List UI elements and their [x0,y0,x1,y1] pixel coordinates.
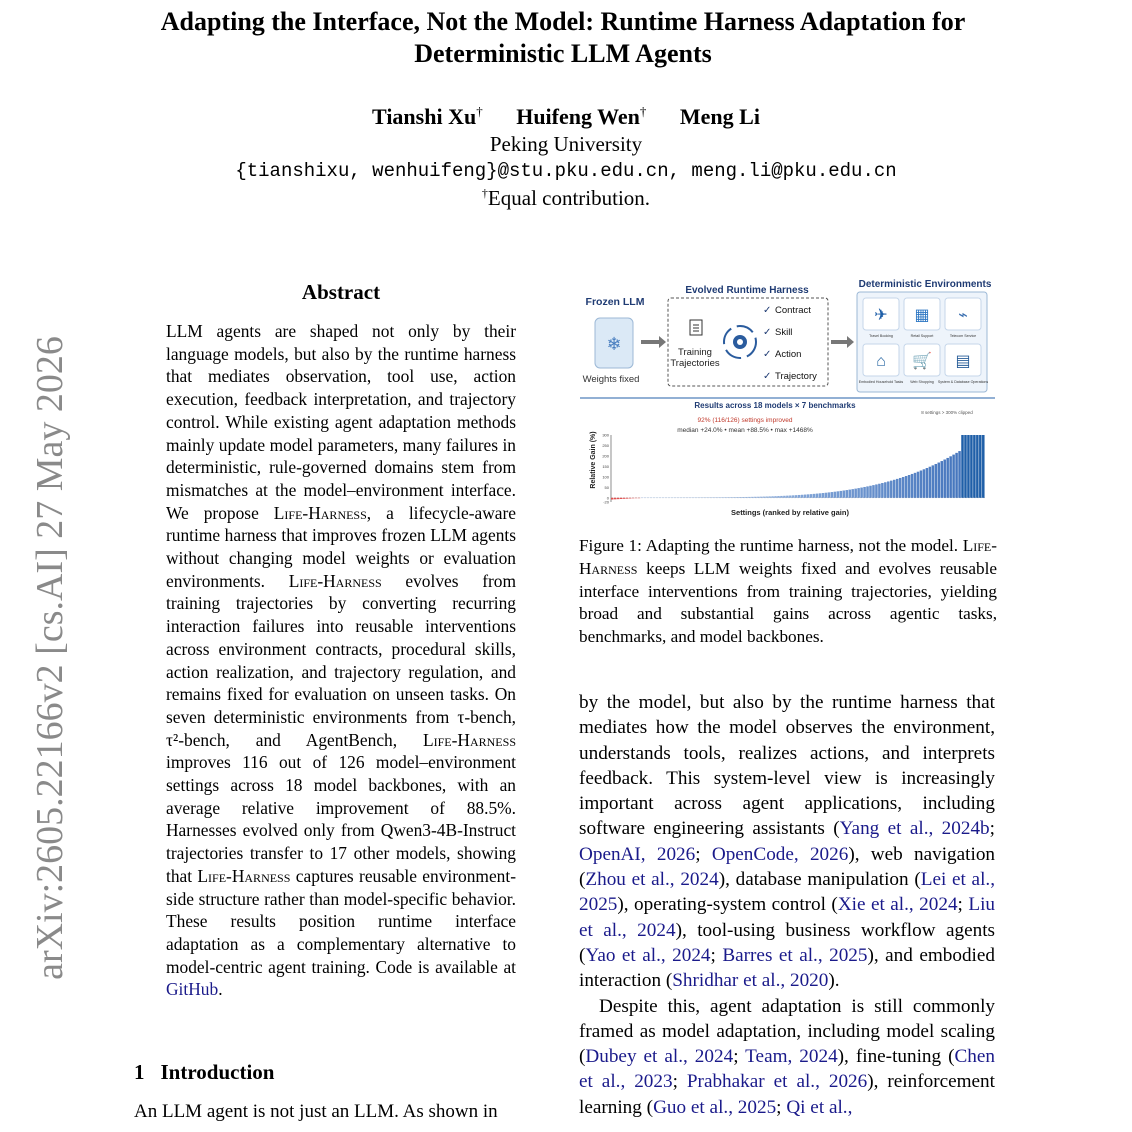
chart-bar [979,435,982,498]
chart-bar [801,495,804,498]
chart-bar [911,474,914,498]
arrow-icon [831,336,854,348]
chart-bar [946,458,949,498]
chart-bar [872,485,875,498]
chart-bar [623,498,626,499]
improved-note: 92% (116/126) settings improved [697,417,793,424]
paragraph: by the model, but also by the runtime harness that mediates how the model observes the environment, understands tools, realizes actions, and interprets feedback. This system-level view is increasingly important across agent applications, including software engineering assistants (Yang et al., 2024b; OpenAI, 2026; OpenCode, 2026), web navigation (Zhou et al., 2024), database manipulation (Lei et al., 2025), operating-system control (Xie et al., 2024; Liu et al., 2024), tool-using business workflow agents (Yao et al., 2024; Barres et al., 2025), and embodied interaction (Shridhar et al., 2020). [579,692,996,992]
chart-bar [759,497,762,498]
chart-bar [857,488,860,498]
author-2: Huifeng Wen† [516,104,647,130]
chart-bar [917,472,920,498]
chart-bar [863,487,866,498]
y-tick-label: 300 [602,432,609,438]
svg-text:❄: ❄ [606,334,622,354]
chart-bar [908,475,911,498]
abstract-body: LLM agents are shaped not only by their language models, but also by the runtime harness that mediates observation, tool use, action execution, feedback interpretation, and trajectory control. While existing agent adaptation methods mainly update model parameters, many failures in deterministic, rule-governed domains stem from mismatches at the model–environment interface. We propose Life-Harness, a lifecycle-aware runtime harness that improves frozen LLM agents without changing model weights or evaluation environments. Life-Harness evolves from training trajectories by converting recurring interaction failures into reusable interventions across environment contracts, procedural skills, action realization, and trajectory regulation, and remains fixed for evaluation on unseen tasks. On seven deterministic environments from τ-bench, τ²-bench, and AgentBench, Life-Harness improves 116 out of 126 model–environment settings across 18 model backbones, with an average relative improvement of 88.5%. Harnesses evolved only from Qwen3-4B-Instruct trajectories transfer to 17 other models, showing that Life-Harness captures reusable environment-side structure rather than model-specific behavior. These results position runtime interface adaptation as a complementary alternative to model-centric agent training. Code is available at GitHub. [166,321,516,1000]
chart-bar [854,489,857,498]
chart-bar [881,483,884,498]
checkmark-icon: ✓ [763,349,772,360]
citation-link[interactable]: Yao et al., 2024 [585,944,711,966]
chart-bar [780,496,783,498]
env-title: Deterministic Environments [858,279,992,290]
frozen-llm-icon [595,318,633,368]
environment-icon: ✈ [874,307,888,324]
right-column-text [579,690,995,1120]
chart-bar [730,497,733,498]
training-label: Training Trajectories [670,347,720,369]
chart-bar [837,491,840,498]
chart-bar [834,492,837,498]
arxiv-stamp: arXiv:2605.22166v2 [cs.AI] 27 May 2026 [29,336,71,980]
chart-bar [932,465,935,497]
svg-text:Skill: Skill [775,327,793,338]
x-axis-label: Settings (ranked by relative gain) [731,508,849,517]
chart-bar [789,496,792,498]
chart-bar [831,492,834,498]
chart-bar [798,495,801,498]
chart-bar [935,464,938,498]
chart-bar [813,494,816,498]
y-tick-label: 150 [602,463,609,469]
chart-bar [721,497,724,498]
method-name: Life-Harness [197,865,291,886]
citation-link[interactable]: Barres et al., 2025 [722,944,868,966]
chart-bar [762,497,765,498]
section-heading-introduction: 1 Introduction [134,1060,275,1084]
svg-text:Retail Support: Retail Support [910,334,934,338]
environment-icon: ⌂ [876,353,886,370]
author-1: Tianshi Xu† [372,104,483,130]
chart-bar [783,496,786,498]
chart-bar [739,497,742,498]
citation-link[interactable]: Guo et al., 2025 [653,1096,777,1118]
check-item [763,305,811,316]
citation-link[interactable]: OpenCode, 2026 [711,843,849,865]
method-name: Life-Harness [273,502,367,523]
chart-bar [611,498,614,500]
checkmark-icon: ✓ [763,327,772,338]
svg-text:Embodied Household Tasks: Embodied Household Tasks [858,380,904,384]
chart-bar [955,453,958,498]
chart-bar [786,496,789,498]
chart-bar [733,497,736,498]
chart-bar [923,469,926,498]
y-tick-label: 250 [602,442,609,448]
chart-bar [896,479,899,498]
chart-bar [742,497,745,498]
chart-bar [753,497,756,498]
check-item [763,349,801,360]
checkmark-icon: ✓ [763,371,772,382]
citation-link[interactable]: Dubey et al., 2024 [585,1046,734,1068]
environment-icon: ⌁ [958,307,968,324]
chart-bar [804,495,807,498]
y-axis-label: Relative Gain (%) [590,431,597,489]
chart-bar [751,497,754,498]
chart-bar [890,481,893,498]
chart-bar [825,493,828,498]
chart-bar [929,467,932,498]
svg-text:Trajectory: Trajectory [775,371,817,382]
github-link[interactable]: GitHub [166,979,219,1000]
chart-bar [914,473,917,498]
chart-bar [970,435,973,498]
environment-icon: ▦ [914,307,930,324]
chart-bar [620,498,623,499]
svg-text:Action: Action [775,349,802,360]
chart-bar [715,497,718,498]
author-3: Meng Li [679,104,760,130]
chart-bar [718,497,721,498]
chart-bar [893,480,896,498]
chart-bar [943,460,946,498]
chart-bar [774,496,777,498]
chart-bar [866,486,869,497]
chart-bar [949,456,952,498]
frozen-llm-label: Frozen LLM [585,296,645,308]
figure-caption: Figure 1: Adapting the runtime harness, not the model. Life-Harness keeps LLM weights fixed and evolves reusable interface interventions from training trajectories, yielding broad and substantial gains across agentic tasks, benchmarks, and model backbones. [579,536,997,647]
y-tick-label: 50 [604,484,609,490]
chart-bar [875,484,878,497]
chart-bar [967,435,970,498]
chart-bar [748,497,751,498]
citation-link[interactable]: Qi et al., [786,1096,853,1118]
chart-bar [845,490,848,498]
clip-note: 8 settings > 300% clipped [921,410,973,415]
y-tick-label: 0 [606,495,609,501]
chart-bar [878,484,881,498]
chart-bar [976,435,979,498]
svg-text:Web Shopping: Web Shopping [910,380,934,384]
document-icon [690,320,702,335]
chart-bar [777,496,780,498]
checkmark-icon: ✓ [763,305,772,316]
environment-icon: 🛒 [912,353,932,370]
svg-text:Telecom Service: Telecom Service [949,334,977,338]
svg-text:System & Database Operations: System & Database Operations [937,380,989,384]
chart-bar [736,497,739,498]
weights-fixed-label: Weights fixed [582,374,640,385]
check-item [763,327,792,338]
svg-text:Travel Booking: Travel Booking [869,334,893,338]
stats-note: median +24.0% • mean +88.5% • max +1468% [677,427,813,434]
chart-bar [973,435,976,498]
y-tick-label: 100 [602,474,609,480]
chart-bar [629,498,632,499]
affiliation: Peking University [489,132,643,156]
chart-bar [626,498,629,499]
chart-bar [768,496,771,497]
chart-bar [810,494,813,498]
chart-bar [819,493,822,498]
chart-bar [899,478,902,498]
chart-bar [952,455,955,498]
chart-bar [964,435,967,498]
equal-contribution-note: †Equal contribution. [481,186,651,210]
chart-bar [617,498,620,499]
chart-bar [712,497,715,498]
chart-bar [745,497,748,498]
chart-bar [902,477,905,498]
results-title: Results across 18 models × 7 benchmarks [694,401,856,410]
chart-bar [938,463,941,498]
citation-link[interactable]: OpenAI, 2026 [579,843,696,865]
citation-link[interactable]: Team, 2024 [745,1046,838,1068]
chart-bar [961,435,964,498]
author-emails: {tianshixu, wenhuifeng}@stu.pku.edu.cn, meng.li@pku.edu.cn [235,160,897,182]
chart-bar [843,490,846,497]
chart-bar [727,497,730,498]
environment-icon: ▤ [955,353,971,370]
chart-bar [795,495,798,498]
chart-bar [982,435,985,498]
chart-bar [905,476,908,498]
arrow-icon [641,336,666,348]
chart-bar [614,498,617,500]
chart-bar [848,490,851,498]
harness-title: Evolved Runtime Harness [685,285,809,296]
chart-bar [887,481,890,497]
citation-link[interactable]: Chen et al., 2023 [579,1046,995,1093]
citation-link[interactable]: Shridhar et al., 2020 [672,970,829,992]
figure-1 [575,270,1000,525]
chart-bar [822,493,825,498]
chart-bar [792,495,795,497]
chart-bar [926,468,929,498]
chart-bar [851,489,854,498]
chart-bar [828,492,831,497]
method-name: Life-Harness [423,729,516,750]
paragraph: Despite this, agent adaptation is still commonly framed as model adaptation, including model scaling (Dubey et al., 2024; Team, 2024), fine-tuning (Chen et al., 2023; Prabhakar et al., 2026), reinforcement learning (Guo et al., 2025; Qi et al., [579,995,995,1118]
citation-link[interactable]: Lei et al., 2025 [579,869,995,916]
method-name: Life-Harness [288,570,382,591]
chart-bar [765,496,768,497]
citation-link[interactable]: Yang et al., 2024b [839,818,990,840]
chart-bar [771,496,774,498]
chart-bar [840,491,843,498]
chart-bar [869,486,872,498]
chart-bar [958,451,961,498]
citation-link[interactable]: Liu et al., 2024 [579,894,995,941]
chart-bar [940,461,943,498]
chart-bar [860,488,863,498]
citation-link[interactable]: Prabhakar et al., 2026 [686,1071,868,1093]
chart-bar [884,482,887,498]
citation-link[interactable]: Xie et al., 2024 [837,894,958,916]
citation-link[interactable]: Zhou et al., 2024 [585,869,719,891]
check-item [763,371,817,382]
abstract-heading: Abstract [301,280,381,304]
chart-bar [756,497,759,498]
paper-title: Adapting the Interface, Not the Model: Runtime Harness Adaptation for Deterministic LLM Agents [160,7,966,68]
chart-bar [724,497,727,498]
svg-text:Contract: Contract [775,305,811,316]
y-tick-label: 200 [602,453,609,459]
chart-bar [920,471,923,498]
chart-bar [632,498,635,499]
chart-bar [807,494,810,497]
y-tick-label: -20 [603,499,609,505]
intro-first-line: An LLM agent is not just an LLM. As shown in [134,1101,498,1122]
chart-bar [816,494,819,498]
author-list [0,104,1132,130]
